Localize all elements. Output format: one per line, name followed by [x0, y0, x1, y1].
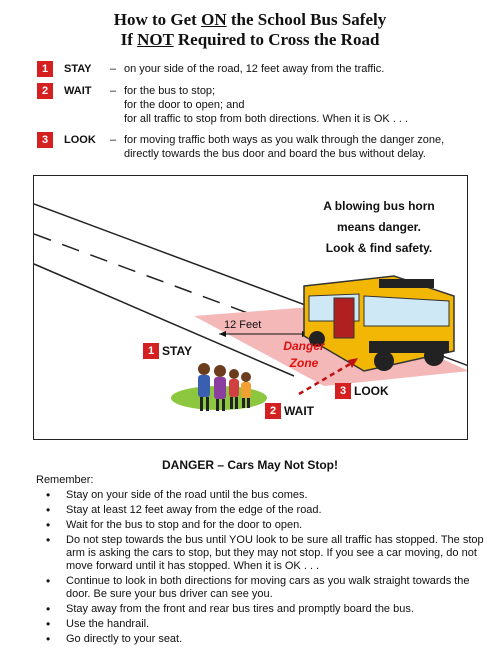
danger-zone-line: Zone [289, 356, 319, 370]
list-item: • Go directly to your seat. [38, 633, 488, 646]
list-item: • Stay on your side of the road until the bus comes. [38, 489, 488, 502]
step-line: for the bus to stop; [124, 85, 216, 97]
step-keyword: STAY [64, 63, 92, 75]
horn-line: A blowing bus horn [323, 199, 435, 213]
bus-stop-illustration [33, 175, 468, 440]
look-marker [336, 384, 389, 398]
marker-badge: 3 [336, 384, 350, 398]
danger-heading: DANGER – Cars May Not Stop! [161, 458, 339, 472]
step-line: for all traffic to stop from both directions. When it is OK . . . [124, 113, 409, 125]
step-keyword: WAIT [64, 85, 92, 97]
step-wait [38, 84, 478, 128]
list-item: • Stay at least 12 feet away from the edge of the road. [38, 504, 488, 517]
marker-badge: 2 [266, 404, 280, 418]
marker-label: LOOK [354, 384, 389, 398]
horn-line: Look & find safety. [325, 241, 433, 255]
list-item: • Do not step towards the bus until YOU look to be sure all traffic has stopped. The stop arm is asking the cars to stop, but they may not stop. If you see a car moving, do not move forward until it has stopped. When it is OK . . . [38, 534, 488, 573]
horn-line: means danger. [336, 220, 422, 234]
step-number-badge: 3 [38, 133, 52, 147]
arrowhead-left [219, 331, 226, 337]
step-number-badge: 2 [38, 84, 52, 98]
page-subtitle: If NOT Required to Cross the Road [120, 30, 380, 49]
list-item: • Continue to look in both directions for moving cars as you walk straight towards the door. Be sure your bus driver can see you. [38, 575, 488, 601]
step-line: directly towards the bus door and board the bus without delay. [124, 148, 426, 160]
step-dash: – [110, 134, 117, 146]
step-description [124, 84, 494, 126]
step-keyword: LOOK [64, 134, 96, 146]
step-stay [38, 62, 478, 78]
step-line: on your side of the road, 12 feet away from the traffic. [124, 63, 385, 75]
step-line: for the door to open; and [124, 99, 245, 111]
horn-warning [304, 196, 454, 259]
distance-label: 12 Feet [224, 319, 262, 331]
step-description [124, 133, 494, 161]
step-line: for moving traffic both ways as you walk through the danger zone, [124, 134, 445, 146]
students-group-icon [171, 363, 267, 411]
danger-zone-label [274, 338, 334, 372]
stay-marker [144, 344, 192, 358]
step-description [124, 62, 494, 76]
safety-tips-list [38, 489, 488, 648]
page-title: How to Get ON the School Bus Safely [113, 10, 387, 29]
marker-badge: 1 [144, 344, 158, 358]
list-item: • Stay away from the front and rear bus tires and promptly board the bus. [38, 603, 488, 616]
wait-marker [266, 404, 314, 418]
list-item: • Wait for the bus to stop and for the door to open. [38, 519, 488, 532]
step-number-badge: 1 [38, 62, 52, 76]
list-item: • Use the handrail. [38, 618, 488, 631]
marker-label: WAIT [284, 404, 314, 418]
danger-zone-line: Danger [283, 339, 325, 353]
step-look [38, 133, 478, 163]
remember-label: Remember: [36, 474, 94, 486]
marker-label: STAY [162, 344, 193, 358]
step-dash: – [110, 85, 117, 97]
step-dash: – [110, 63, 117, 75]
